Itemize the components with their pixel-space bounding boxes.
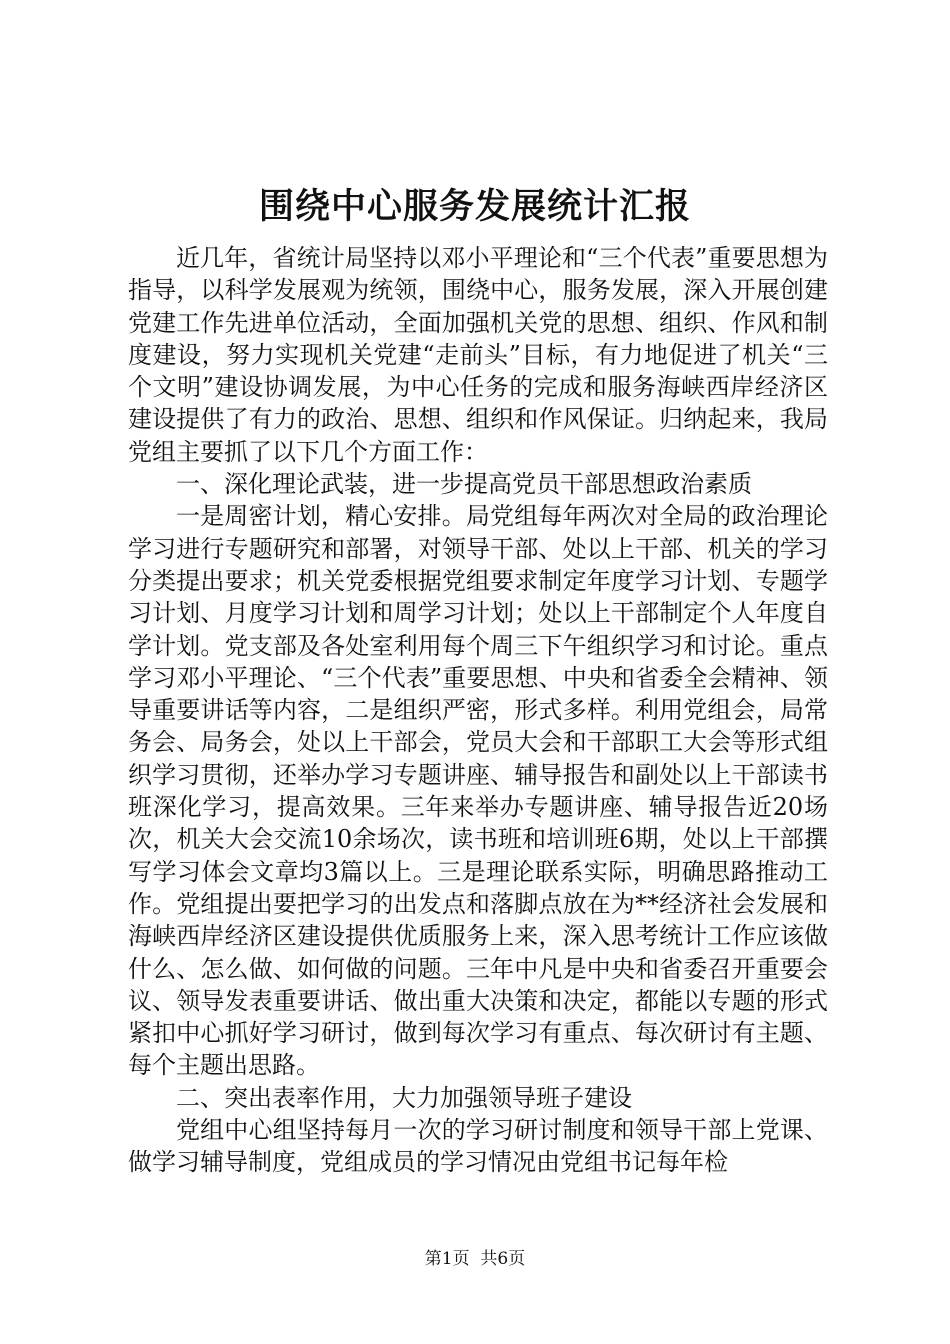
section-heading-1: 一、深化理论武装，进一步提高党员干部思想政治素质 — [176, 470, 752, 499]
paragraph-section-2: 党组中心组坚持每月一次的学习研讨制度和领导干部上党课、做学习辅导制度，党组成员的学习情况由党组书记每年检 — [128, 1116, 828, 1177]
document-body — [128, 242, 828, 1179]
page-total: 共6页 — [480, 1249, 526, 1269]
section-heading-2: 二、突出表率作用，大力加强领导班子建设 — [176, 1083, 632, 1112]
page-number: 第1页 — [424, 1249, 470, 1269]
paragraph-intro: 近几年，省统计局坚持以邓小平理论和“三个代表”重要思想为指导，以科学发展观为统领，围绕中心，服务发展，深入开展创建党建工作先进单位活动，全面加强机关党的思想、组织、作风和制度建设，努力实现机关党建“走前头”目标，有力地促进了机关“三个文明”建设协调发展，为中心任务的完成和服务海峡西岸经济区建设提供了有力的政治、思想、组织和作风保证。归纳起来，我局党组主要抓了以下几个方面工作： — [128, 244, 828, 466]
document-title: 围绕中心服务发展统计汇报 — [258, 186, 691, 227]
paragraph-section-1: 一是周密计划，精心安排。局党组每年两次对全局的政治理论学习进行专题研究和部署，对领导干部、处以上干部、机关的学习分类提出要求；机关党委根据党组要求制定年度学习计划、专题学习计划、月度学习计划和周学习计划；处以上干部制定个人年度自学计划。党支部及各处室利用每个周三下午组织学习和讨论。重点学习邓小平理论、“三个代表”重要思想、中央和省委全会精神、领导重要讲话等内容，二是组织严密，形式多样。利用党组会，局常务会、局务会，处以上干部会，党员大会和干部职工大会等形式组织学习贯彻，还举办学习专题讲座、辅导报告和副处以上干部读书班深化学习，提高效果。三年来举办专题讲座、辅导报告近20场次，机关大会交流10余场次，读书班和培训班6期，处以上干部撰写学习体会文章均3篇以上。三是理论联系实际，明确思路推动工作。党组提出要把学习的出发点和落脚点放在为**经济社会发展和海峡西岸经济区建设提供优质服务上来，深入思考统计工作应该做什么、怎么做、如何做的问题。三年中凡是中央和省委召开重要会议、领导发表重要讲话、做出重大决策和决定，都能以专题的形式紧扣中心抓好学习研讨，做到每次学习有重点、每次研讨有主题、每个主题出思路。 — [128, 502, 828, 1080]
page-footer — [0, 1247, 950, 1271]
footer-gap — [470, 1249, 481, 1269]
